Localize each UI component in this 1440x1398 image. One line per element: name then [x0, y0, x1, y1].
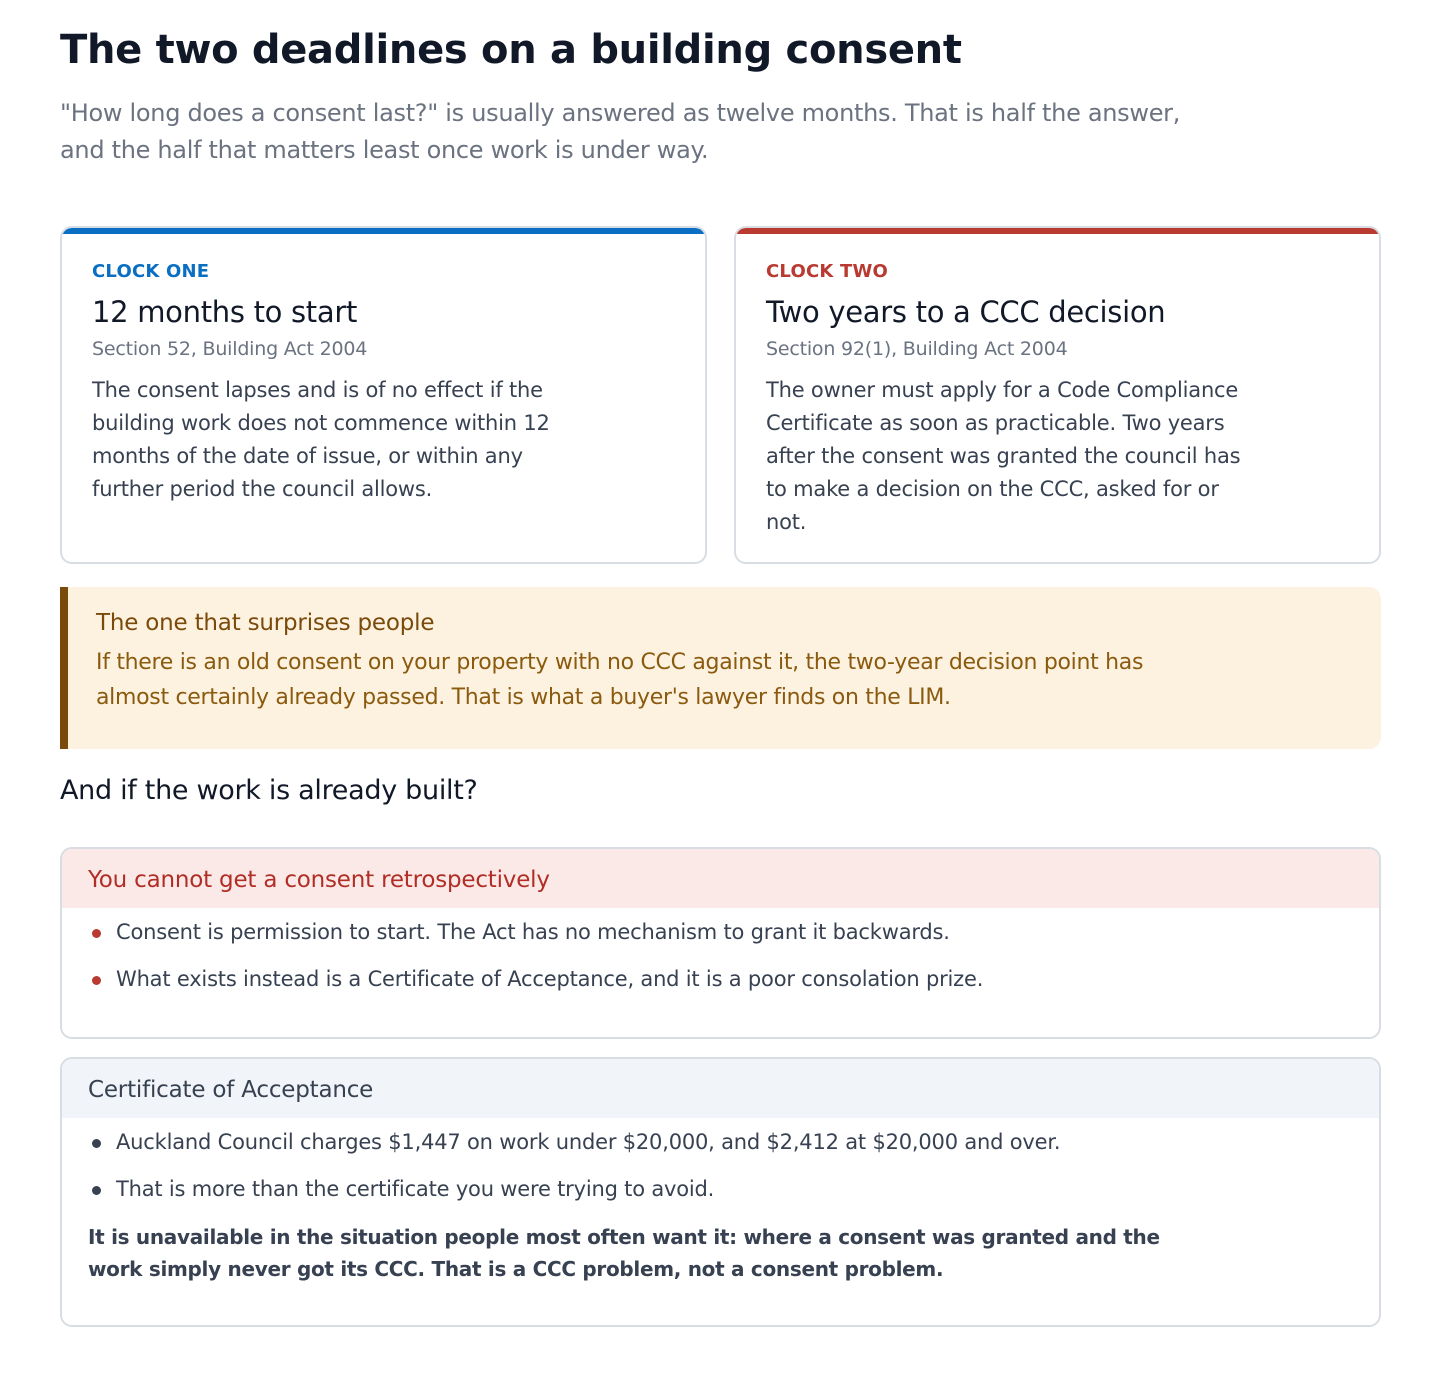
list-item: [88, 919, 1379, 945]
warning-callout: [60, 587, 1381, 749]
list-item-text: Auckland Council charges $1,447 on work under $20,000, and $2,412 at $20,000 and over.: [116, 1130, 1061, 1154]
coa-panel-heading: Certificate of Acceptance: [62, 1059, 1379, 1118]
clock-two-citation: Section 92(1), Building Act 2004: [766, 338, 1068, 360]
retrospective-consent-panel: [60, 847, 1381, 1039]
bullet-icon: [92, 976, 101, 985]
clock-one-citation: Section 52, Building Act 2004: [92, 338, 368, 360]
bullet-icon: [92, 1186, 101, 1195]
certificate-of-acceptance-panel: [60, 1057, 1381, 1327]
clock-one-card: [60, 226, 707, 564]
list-item: [88, 1129, 1379, 1155]
bullet-icon: [92, 1139, 101, 1148]
clock-two-accent-bar: [734, 226, 1381, 234]
clock-two-body: The owner must apply for a Code Compliance Certificate as soon as practicable. Two years after the consent was granted the council has to make a decision on the CCC, asked for or not.: [766, 378, 1241, 534]
list-item-text: Consent is permission to start. The Act has no mechanism to grant it backwards.: [116, 920, 950, 944]
list-item-text: That is more than the certificate you were trying to avoid.: [116, 1177, 715, 1201]
clock-one-heading: 12 months to start: [92, 295, 358, 329]
coa-list: [62, 1118, 1379, 1202]
clock-one-accent-bar: [60, 226, 707, 234]
section-heading: And if the work is already built?: [60, 775, 478, 806]
list-item: [88, 966, 1379, 992]
coa-note: It is unavailable in the situation people most often want it: where a consent was granted and the work simply never got its CCC. That is a CCC problem, not a consent problem.: [88, 1225, 1160, 1281]
clock-two-heading: Two years to a CCC decision: [766, 295, 1166, 329]
callout-heading: The one that surprises people: [96, 610, 435, 636]
page-title: The two deadlines on a building consent: [60, 27, 962, 73]
lede: "How long does a consent last?" is usually answered as twelve months. That is half the answer, and the half that matters least once work is under way.: [60, 99, 1181, 164]
callout-body: If there is an old consent on your property with no CCC against it, the two-year decision point has almost certainly already passed. That is what a buyer's lawyer finds on the LIM.: [96, 650, 1144, 710]
clock-one-body: The consent lapses and is of no effect if the building work does not commence within 12 months of the date of issue, or within any further period the council allows.: [92, 378, 550, 501]
clock-two-kicker: CLOCK TWO: [766, 261, 888, 282]
clock-one-kicker: CLOCK ONE: [92, 261, 210, 282]
list-item-text: What exists instead is a Certificate of Acceptance, and it is a poor consolation prize.: [116, 967, 984, 991]
clock-two-card: [734, 226, 1381, 564]
retrospective-panel-heading: You cannot get a consent retrospectively: [62, 849, 1379, 908]
list-item: [88, 1176, 1379, 1202]
bullet-icon: [92, 929, 101, 938]
retrospective-list: [62, 908, 1379, 992]
